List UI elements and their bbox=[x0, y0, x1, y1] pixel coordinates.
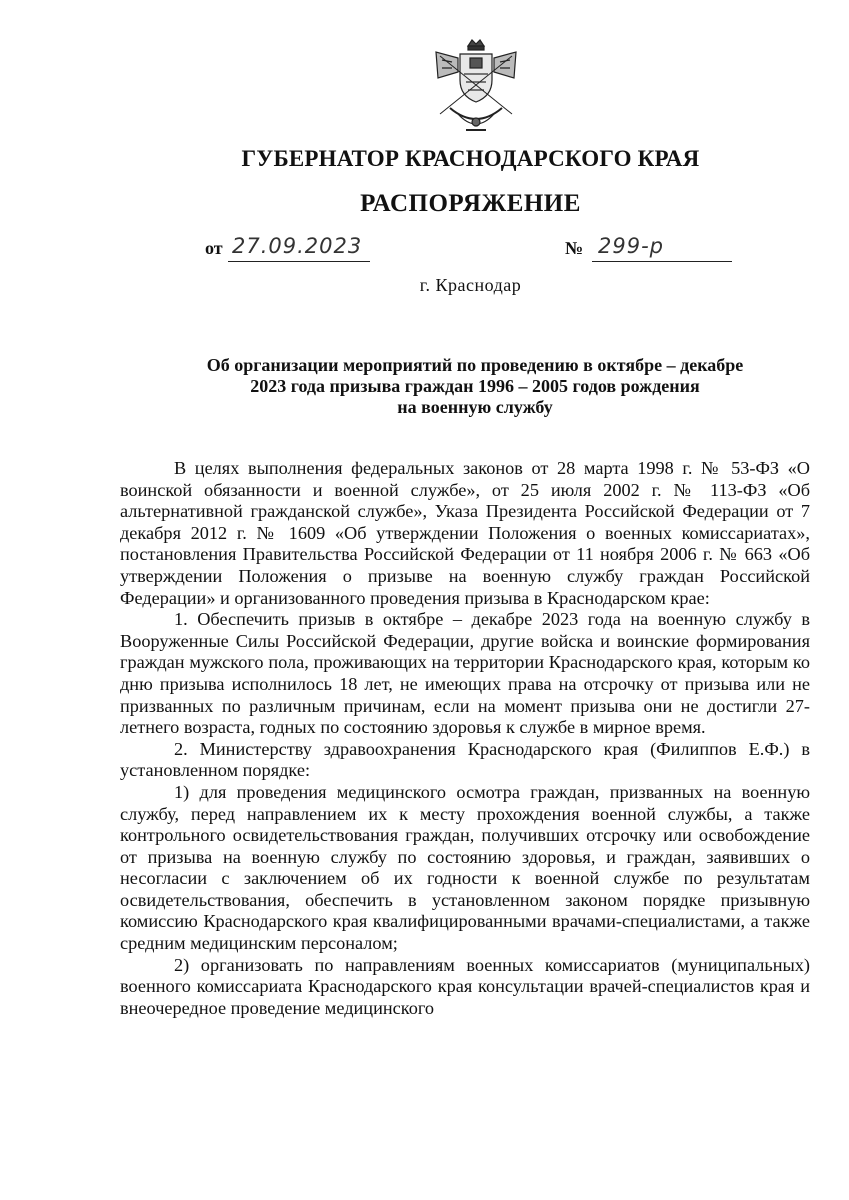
date-field bbox=[205, 238, 223, 259]
number-underline bbox=[592, 261, 732, 262]
coat-of-arms-icon bbox=[430, 38, 522, 138]
document-type: РАСПОРЯЖЕНИЕ bbox=[360, 190, 581, 217]
number-label: № bbox=[565, 238, 584, 258]
preamble-paragraph: В целях выполнения федеральных законов от 28 марта 1998 г. № 53-ФЗ «О воинской обязанности и военной службе», от 25 июля 2002 г. № 113-ФЗ «Об альтернативной гражданской службе», Указа Президента Российской Федерации от 7 декабря 2012 г. № 1609 «Об утверждении Положения о военных комиссариатах», постановления Правительства Российской Федерации от 11 ноября 2006 г. № 663 «Об утверждении Положения о призыве на военную службу граждан Российской Федерации» и организованного проведения призыва в Краснодарском крае: bbox=[120, 458, 810, 608]
title-line: 2023 года призыва граждан 1996 – 2005 годов рождения bbox=[250, 376, 700, 396]
organization-name: ГУБЕРНАТОР КРАСНОДАРСКОГО КРАЯ bbox=[241, 146, 700, 171]
subclause-2-paragraph: 2) организовать по направлениям военных комиссариатов (муниципальных) военного комиссариата Краснодарского края консультации врачей-специалистов края и внеочередное проведение медицинского bbox=[120, 954, 810, 1018]
city: г. Краснодар bbox=[419, 275, 522, 295]
title-line: на военную службу bbox=[397, 397, 553, 417]
document-body bbox=[120, 458, 810, 1019]
title-line: Об организации мероприятий по проведению в октябре – декабре bbox=[206, 355, 744, 375]
date-underline bbox=[228, 261, 370, 262]
document-title bbox=[150, 355, 800, 418]
clause-2-paragraph: 2. Министерству здравоохранения Краснодарского края (Филиппов Е.Ф.) в установленном порядке: bbox=[120, 738, 810, 781]
number-field bbox=[565, 238, 583, 259]
date-value: 27.09.2023 bbox=[232, 234, 363, 258]
clause-1-paragraph: 1. Обеспечить призыв в октябре – декабре 2023 года на военную службу в Вооруженные Силы Российской Федерации, другие войска и воинские формирования граждан мужского пола, проживающих на территории Краснодарского края, которым ко дню призыва исполнилось 18 лет, не имеющих права на отсрочку от призыва или не призванных по различным причинам, если на момент призыва они не достигли 27-летнего возраста, годных по состоянию здоровья к службе в мирное время. bbox=[120, 609, 810, 738]
date-label: от bbox=[205, 238, 223, 258]
subclause-1-paragraph: 1) для проведения медицинского осмотра граждан, призванных на военную службу, перед направлением их к месту прохождения военной службы, а также контрольного освидетельствования граждан, получивших отсрочку или освобождение от призыва на военную службу по состоянию здоровья, и граждан, заявивших о несогласии с заключением об их годности к военной службе по результатам освидетельствования, обеспечить в установленном законом порядке призывную комиссию Краснодарского края квалифицированными врачами-специалистами, а также средним медицинским персоналом; bbox=[120, 781, 810, 954]
number-value: 299-р bbox=[598, 234, 664, 258]
